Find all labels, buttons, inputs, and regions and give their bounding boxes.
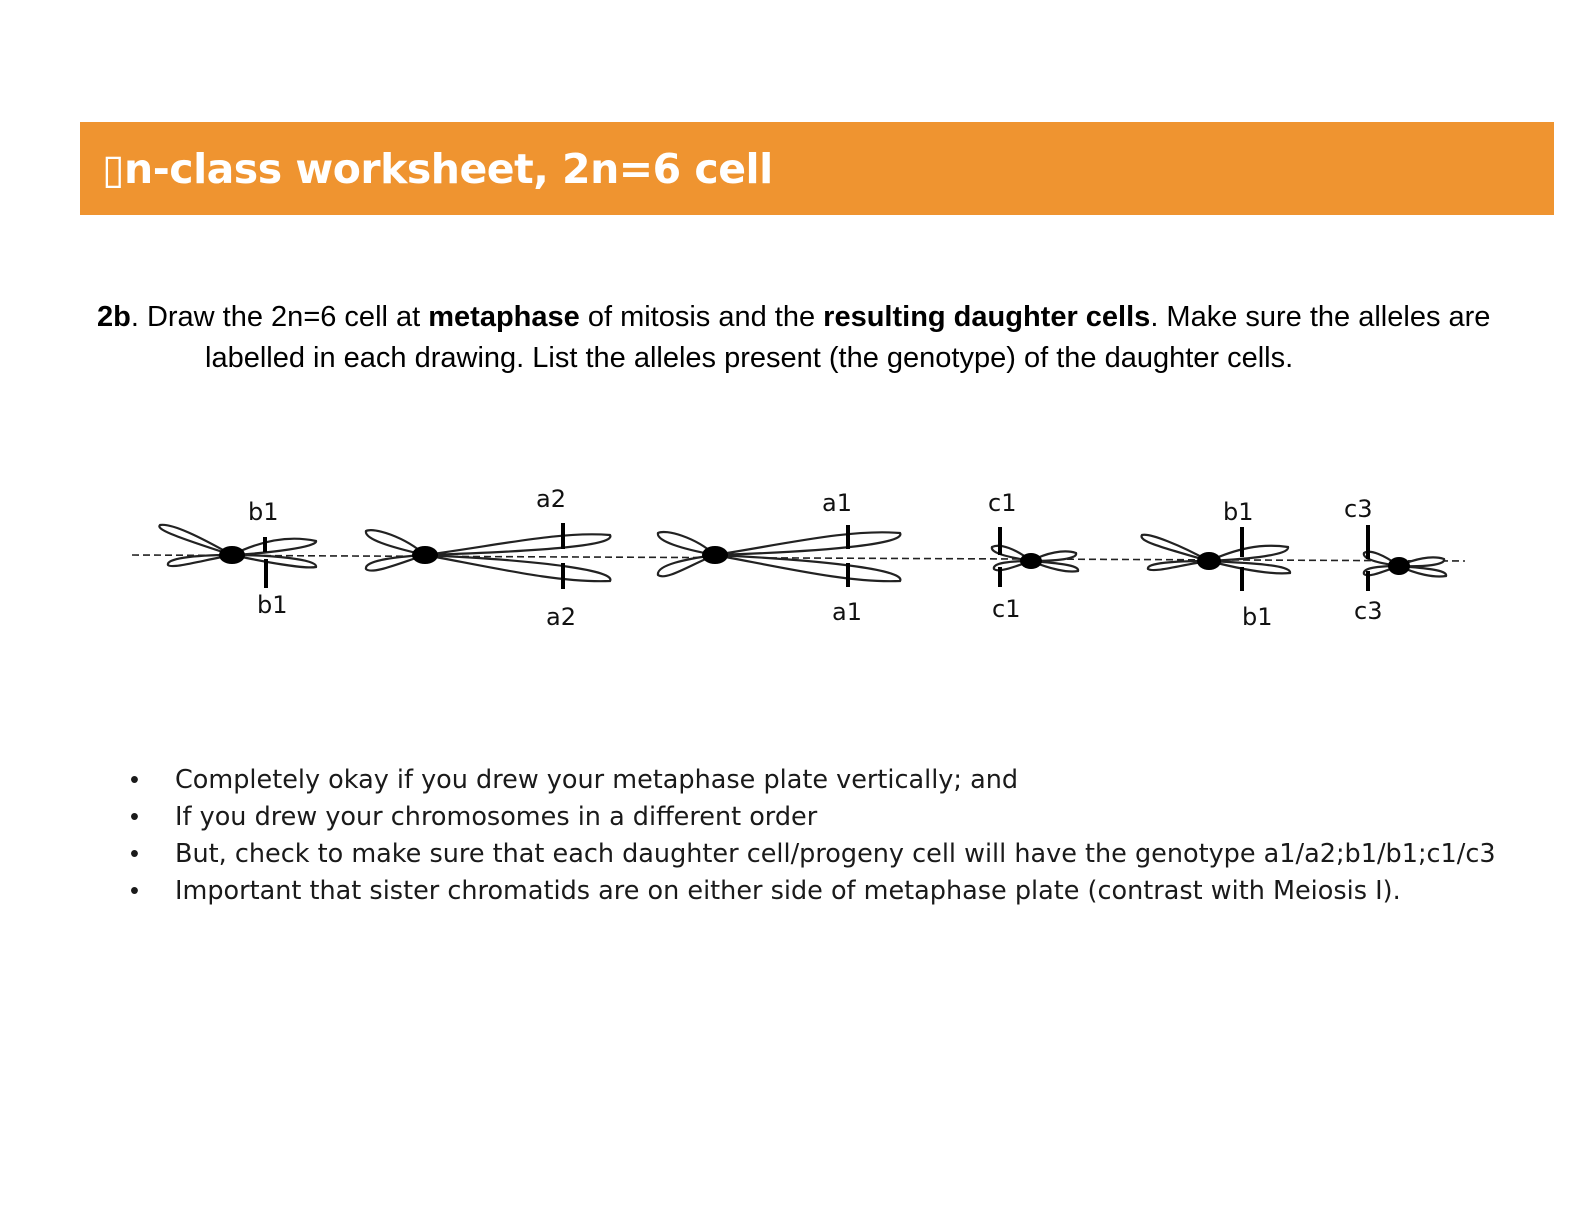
allele-label-bottom: c3 [1354, 597, 1383, 625]
emphasis-metaphase: metaphase [428, 301, 580, 333]
allele-label-top: b1 [1223, 498, 1254, 526]
list-item: • If you drew your chromosomes in a different order [130, 799, 1550, 836]
allele-label-top: c1 [988, 489, 1017, 517]
allele-label-top: c3 [1344, 495, 1373, 523]
allele-label-bottom: a2 [546, 603, 576, 631]
question-2b [97, 297, 1517, 379]
page-title: ▯n-class worksheet, 2n=6 cell [102, 144, 773, 193]
allele-label-top: b1 [248, 498, 279, 526]
metaphase-diagram [120, 475, 1480, 640]
notes-list [130, 762, 1550, 910]
bullet-icon: • [130, 766, 139, 794]
list-item: • Important that sister chromatids are on either side of metaphase plate (contrast with Meiosis I). [130, 873, 1550, 910]
question-number: 2b [97, 301, 131, 333]
bullet-icon: • [130, 803, 139, 831]
allele-label-bottom: b1 [257, 591, 288, 619]
allele-label-top: a2 [536, 485, 566, 513]
question-text: 2b. Draw the 2n=6 cell at metaphase of mitosis and the resulting daughter cells. Make sure the alleles are labelled in each drawing. List the alleles present (the genotype) of the daughter cells. [97, 301, 1491, 374]
bullet-icon: • [130, 877, 139, 905]
allele-label-bottom: c1 [992, 595, 1021, 623]
list-item: • But, check to make sure that each daughter cell/progeny cell will have the genotype a1/a2;b1/b1;c1/c3 [130, 836, 1550, 873]
header-banner [80, 122, 1554, 215]
allele-label-bottom: a1 [832, 598, 862, 626]
allele-label-bottom: b1 [1242, 603, 1273, 631]
chromosome-c1 [988, 489, 1078, 623]
metaphase-figure [120, 475, 1480, 640]
list-item: • Completely okay if you drew your metaphase plate vertically; and [130, 762, 1550, 799]
allele-label-top: a1 [822, 489, 852, 517]
chromosome-a2 [366, 485, 610, 631]
chromosome-b1-second [1142, 498, 1291, 631]
chromosome-b1 [159, 498, 316, 619]
bullet-icon: • [130, 840, 139, 868]
emphasis-daughter-cells: resulting daughter cells [823, 301, 1151, 333]
